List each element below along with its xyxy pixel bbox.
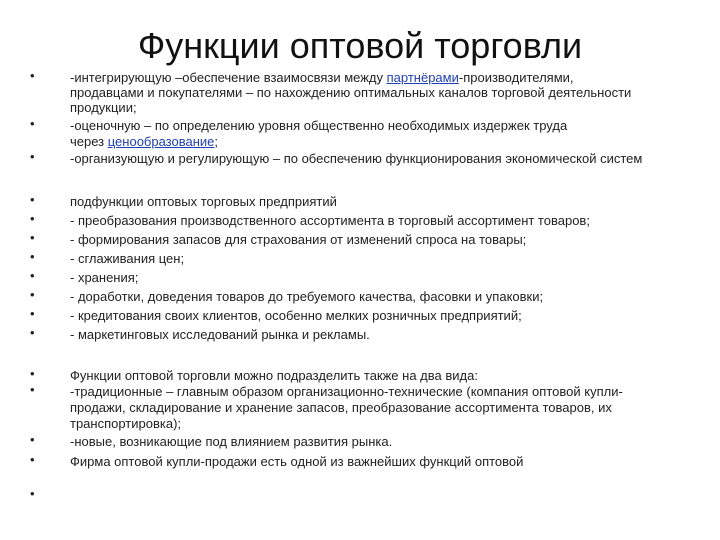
text-segment: -производителями, xyxy=(458,70,574,85)
subfunction-item: - преобразования производственного ассортимента в торговый ассортимент товаров; xyxy=(70,213,590,228)
subfunction-item: - доработки, доведения товаров до требуемого качества, фасовки и упаковки; xyxy=(70,289,544,304)
traditional-type-line-3: транспортировка); xyxy=(70,416,182,431)
traditional-type-line-2: продажи, складирование и хранение запасов, преобразование ассортимента товаров, их xyxy=(70,400,612,415)
subfunction-item: - маркетинговых исследований рынка и рекламы. xyxy=(70,327,370,342)
subfunction-item: - формирования запасов для страхования от изменений спроса на товары; xyxy=(70,232,527,247)
subfunctions-heading: подфункции оптовых торговых предприятий xyxy=(70,194,337,209)
wholesale-firm-statement: Фирма оптовой купли-продажи есть одной из важнейших функций оптовой xyxy=(70,454,524,469)
function-integrating-line-3: продукции; xyxy=(70,100,137,115)
bullet-marker: • xyxy=(30,249,35,264)
bullet-marker: • xyxy=(30,486,35,501)
function-evaluating-line-2 xyxy=(70,134,218,150)
function-evaluating-line-1: -оценочную – по определению уровня общественно необходимых издержек труда xyxy=(70,118,568,133)
bullet-marker: • xyxy=(30,287,35,302)
subfunction-item: - хранения; xyxy=(70,270,139,285)
bullet-marker: • xyxy=(30,432,35,447)
bullet-marker: • xyxy=(30,268,35,283)
bullet-marker: • xyxy=(30,366,35,381)
traditional-type-line-1: -традиционные – главным образом организационно-технические (компания оптовой купли- xyxy=(70,384,623,399)
slide-title: Функции оптовой торговли xyxy=(137,25,583,66)
function-integrating-line-1 xyxy=(70,70,574,86)
bullet-marker: • xyxy=(30,306,35,321)
text-segment: ; xyxy=(214,134,219,149)
function-integrating-line-2: продавцами и покупателями – по нахождению оптимальных каналов торговой деятельности xyxy=(70,85,632,100)
bullet-marker: • xyxy=(30,211,35,226)
new-type: -новые, возникающие под влиянием развития рынка. xyxy=(70,434,393,449)
bullet-marker: • xyxy=(30,230,35,245)
text-segment: через xyxy=(70,134,108,149)
subfunction-item: - сглаживания цен; xyxy=(70,251,185,266)
subfunction-item: - кредитования своих клиентов, особенно мелких розничных предприятий; xyxy=(70,308,522,323)
partners-link[interactable]: партнёрами xyxy=(386,70,459,85)
bullet-marker: • xyxy=(30,452,35,467)
pricing-link[interactable]: ценообразование xyxy=(107,134,215,149)
bullet-marker: • xyxy=(30,325,35,340)
bullet-marker: • xyxy=(30,149,35,164)
function-organizing: -организующую и регулирующую – по обеспечению функционирования экономической систем xyxy=(70,151,643,166)
bullet-marker: • xyxy=(30,192,35,207)
bullet-marker: • xyxy=(30,68,35,83)
bullet-marker: • xyxy=(30,116,35,131)
bullet-marker: • xyxy=(30,382,35,397)
text-segment: -интегрирующую –обеспечение взаимосвязи между xyxy=(70,70,387,85)
two-types-intro: Функции оптовой торговли можно подразделить также на два вида: xyxy=(70,368,478,383)
